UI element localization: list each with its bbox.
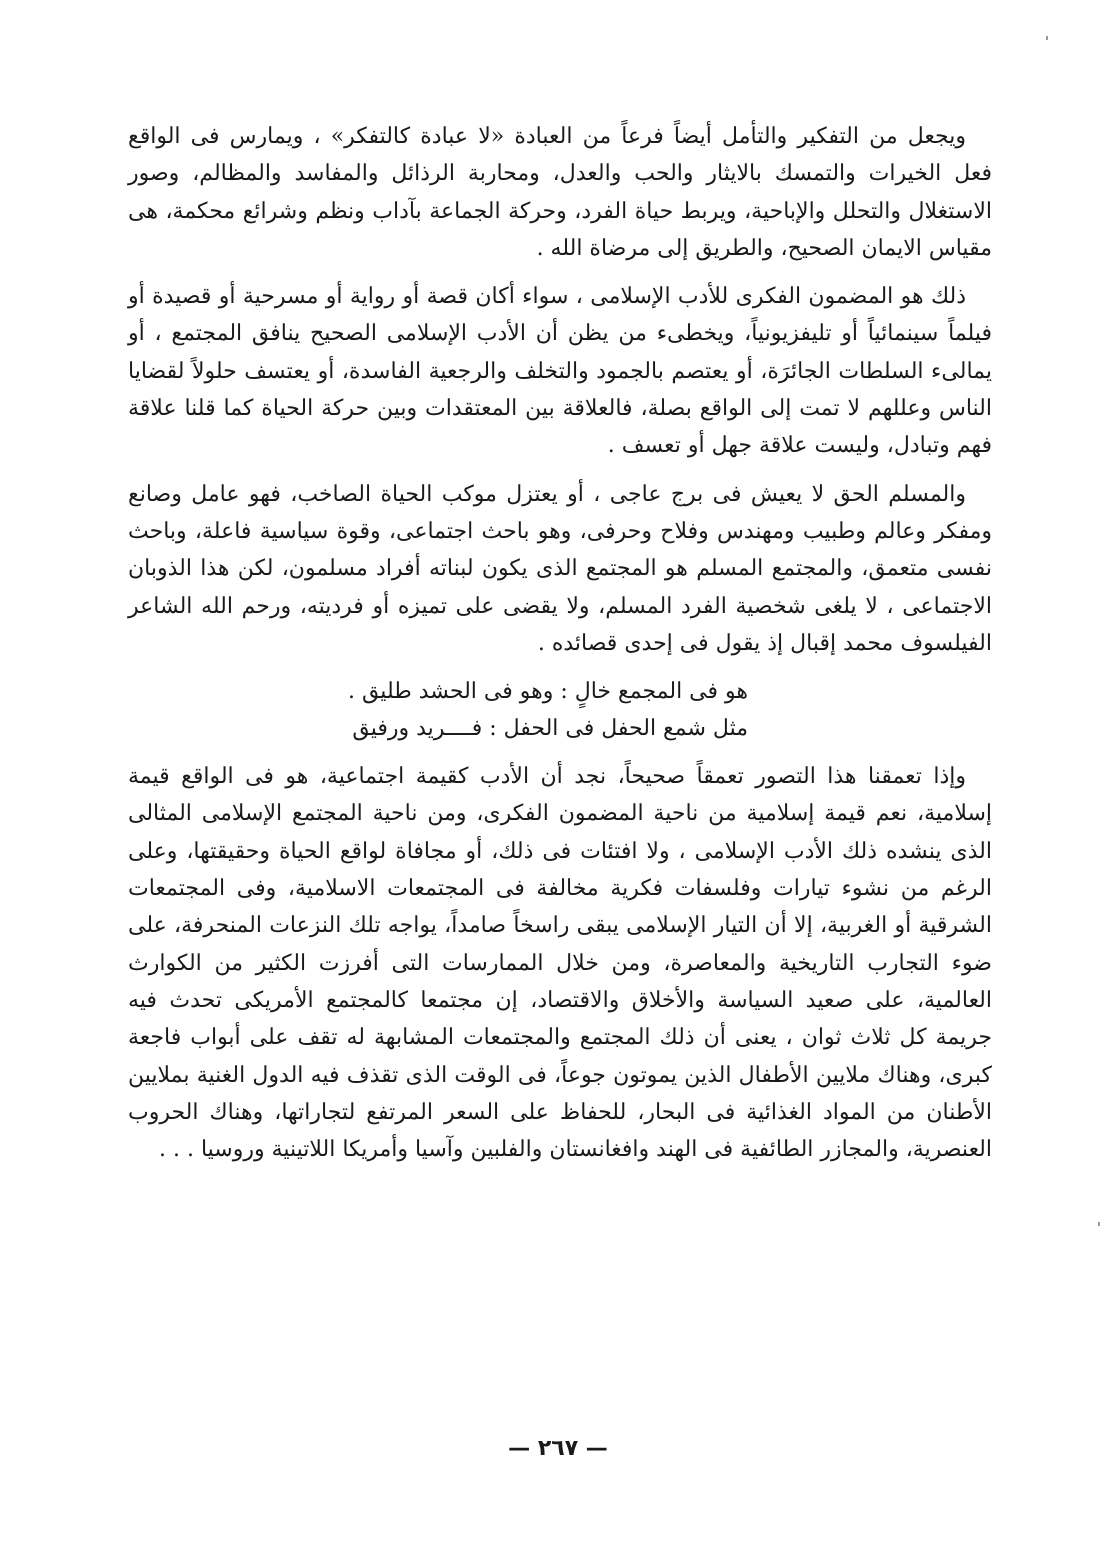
paragraph-4: وإذا تعمقنا هذا التصور تعمقاً صحيحاً، نجد أن الأدب كقيمة اجتماعية، هو فى الواقع قيمة إسلامية، نعم قيمة إسلامية من ناحية المضمون الفكرى، ومن ناحية المجتمع الإسلامى المثالى الذى ينشده ذلك الأدب الإسلامى ، ولا افتئات فى ذلك، أو مجافاة لواقع الحياة وحقيقتها، وعلى الرغم من نشوء تيارات وفلسفات فكرية مخالفة فى المجتمعات الاسلامية، وفى المجتمعات الشرقية أو الغربية، إلا أن التيار الإسلامى يبقى راسخاً صامداً، يواجه تلك النزعات المنحرفة، على ضوء التجارب التاريخية والمعاصرة، ومن خلال الممارسات التى أفرزت الكثير من الكوارث العالمية، على صعيد السياسة والأخلاق والاقتصاد، إن مجتمعا كالمجتمع الأمريكى تحدث فيه جريمة كل ثلاث ثوان ، يعنى أن ذلك المجتمع والمجتمعات المشابهة له تقف على أبواب فاجعة كبرى، وهناك ملايين الأطفال الذين يموتون جوعاً، فى الوقت الذى تقذف فيه الدول الغنية بملايين الأطنان من المواد الغذائية فى البحار، للحفاظ على السعر المرتفع لتجاراتها، وهناك الحروب العنصرية، والمجازر الطائفية فى الهند وافغانستان والفلبين وآسيا وأمريكا اللاتينية وروسيا . . . (128, 764, 992, 1163)
verse-line-2: مثل شمع الحفل فى الحفل : فــــريد ورفيق (352, 716, 748, 742)
scan-speck (1098, 1222, 1100, 1226)
page-body (128, 118, 992, 1179)
scan-speck (1046, 36, 1048, 40)
paragraph-2: ذلك هو المضمون الفكرى للأدب الإسلامى ، سواء أكان قصة أو رواية أو مسرحية أو قصيدة أو فيلماً سينمائياً أو تليفزيونياً، ويخطىء من يظن أن الأدب الإسلامى الصحيح ينافق المجتمع ، أو يمالىء السلطات الجائرَة، أو يعتصم بالجمود والتخلف والرجعية الفاسدة، أو يعتسف حلولاً لقضايا الناس وعللهم لا تمت إلى الواقع بصلة، فالعلاقة بين المعتقدات وبين حركة الحياة كما قلنا علاقة فهم وتبادل، وليست علاقة جهل أو تعسف . (128, 284, 992, 459)
poem-verses (128, 673, 992, 747)
paragraph-1: ويجعل من التفكير والتأمل أيضاً فرعاً من العبادة «لا عبادة كالتفكر» ، ويمارس فى الواقع فعل الخيرات والتمسك بالايثار والحب والعدل، ومحاربة الرذائل والمفاسد والمظالم، وصور الاستغلال والتحلل والإباحية، ويربط حياة الفرد، وحركة الجماعة بآداب ونظم وشرائع محكمة، هى مقياس الايمان الصحيح، والطريق إلى مرضاة الله . (128, 124, 992, 261)
paragraph-3: والمسلم الحق لا يعيش فى برج عاجى ، أو يعتزل موكب الحياة الصاخب، فهو عامل وصانع ومفكر وعالم وطبيب ومهندس وفلاح وحرفى، وهو باحث اجتماعى، وقوة سياسية فاعلة، وباحث نفسى متعمق، والمجتمع المسلم هو المجتمع الذى يكون لبناته أفراد مسلمون، لكن هذا الذوبان الاجتماعى ، لا يلغى شخصية الفرد المسلم، ولا يقضى على تميزه أو فرديته، ورحم الله الشاعر الفيلسوف محمد إقبال إذ يقول فى إحدى قصائده . (128, 481, 992, 656)
verse-line-1: هو فى المجمع خالٍ : وهو فى الحشد طليق . (347, 679, 748, 705)
page-number: — ٢٦٧ — (508, 1436, 608, 1461)
